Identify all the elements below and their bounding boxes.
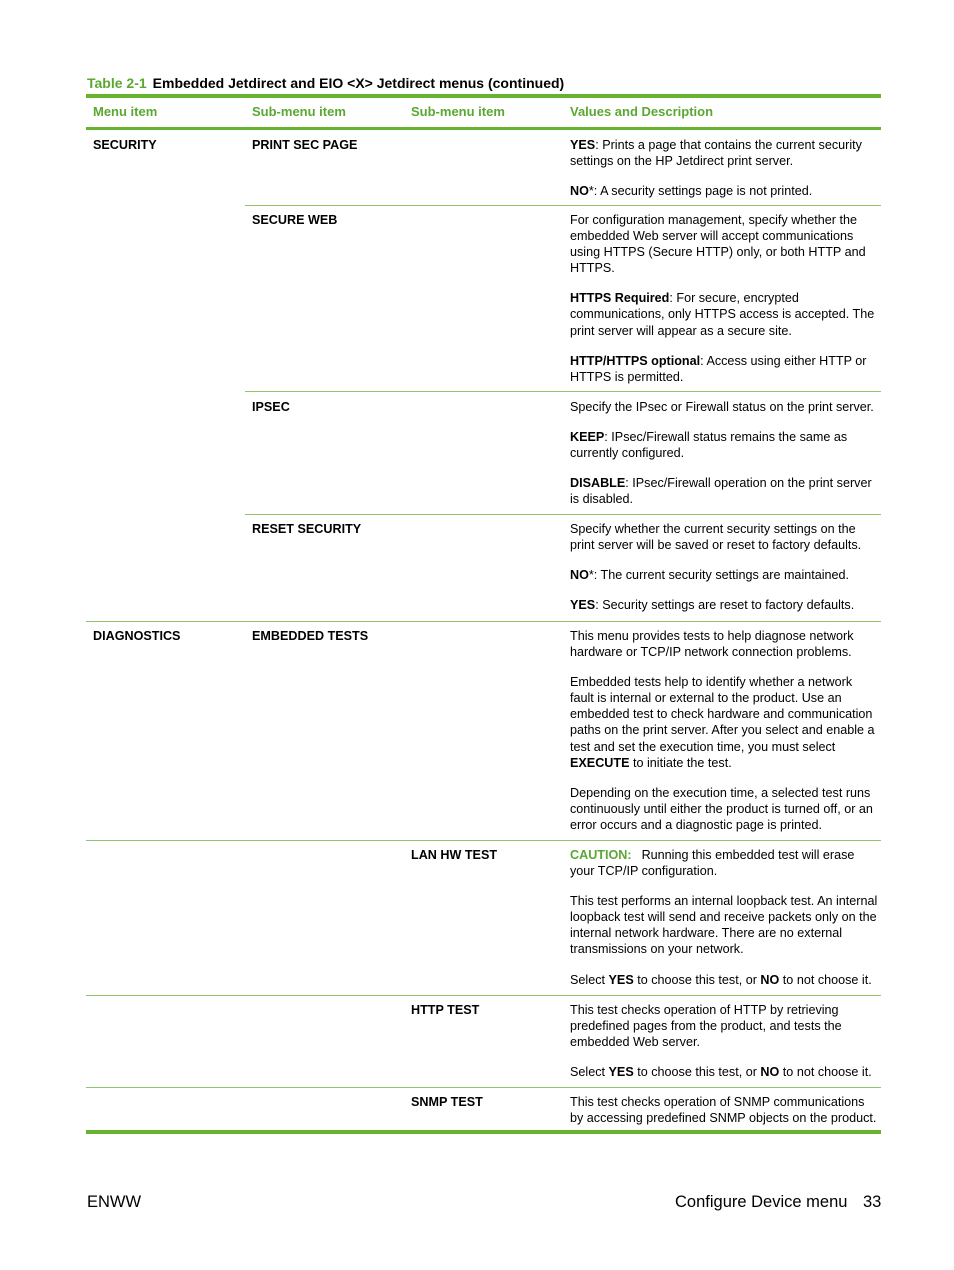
footer-section-title: Configure Device menu bbox=[675, 1193, 848, 1211]
footer-page-number: 33 bbox=[863, 1193, 882, 1211]
sub-menu-snmp-test: SNMP TEST bbox=[411, 1095, 483, 1109]
sub-menu-embedded-tests: EMBEDDED TESTS bbox=[252, 629, 369, 643]
desc-http-test: This test checks operation of HTTP by retrieving predefined pages from the product, and tests the embedded Web server. Select YES to choose this test, or NO to not choose it. bbox=[570, 1003, 872, 1080]
desc-embedded-tests: This menu provides tests to help diagnose network hardware or TCP/IP network connection problems. Embedded tests help to identify whether a network fault is internal or external to the product. Use an embedded test to check hardware and communication paths on the print server. After you select and enable a test and set the execution time, you must select EXECUTE to initiate the test. Depending on the execution time, a selected test runs continuously until either the product is turned off, or an error occurs and a diagnostic page is printed. bbox=[570, 629, 875, 832]
menu-item-security: SECURITY bbox=[93, 138, 157, 152]
desc-print-sec-page: YES: Prints a page that contains the current security settings on the HP Jetdirect print server. NO*: A security settings page is not printed. bbox=[570, 138, 862, 199]
desc-reset-security: Specify whether the current security settings on the print server will be saved or reset to factory defaults. NO*: The current security settings are maintained. YES: Security settings are reset to factory defaults. bbox=[570, 522, 862, 613]
row-divider bbox=[245, 205, 881, 206]
header-values-description: Values and Description bbox=[570, 104, 714, 119]
row-divider bbox=[86, 1087, 881, 1088]
row-divider bbox=[245, 514, 881, 515]
section-divider bbox=[86, 621, 881, 622]
desc-ipsec: Specify the IPsec or Firewall status on the print server. KEEP: IPsec/Firewall status remains the same as currently configured. DISABLE: IPsec/Firewall operation on the print server is disabled. bbox=[570, 400, 874, 507]
header-sub-menu-item-1: Sub-menu item bbox=[252, 104, 346, 119]
sub-menu-print-sec-page: PRINT SEC PAGE bbox=[252, 138, 358, 152]
table-top-rule bbox=[86, 94, 881, 98]
sub-menu-reset-security: RESET SECURITY bbox=[252, 522, 362, 536]
footer-left-label: ENWW bbox=[87, 1193, 142, 1211]
table-number: Table 2-1 bbox=[87, 75, 147, 91]
header-sub-menu-item-2: Sub-menu item bbox=[411, 104, 505, 119]
sub-menu-lan-hw-test: LAN HW TEST bbox=[411, 848, 498, 862]
desc-snmp-test: This test checks operation of SNMP communications by accessing predefined SNMP objects on the product. bbox=[570, 1095, 877, 1126]
table-title: Embedded Jetdirect and EIO <X> Jetdirect menus (continued) bbox=[152, 75, 565, 91]
menu-item-diagnostics: DIAGNOSTICS bbox=[93, 629, 181, 643]
desc-lan-hw-test: CAUTION: Running this embedded test will erase your TCP/IP configuration. This test performs an internal loopback test. An internal loopback test will send and receive packets only on the internal network hardware. There are no external transmissions on your network. Select YES to choose this test, or NO to not choose it. bbox=[570, 848, 878, 987]
table-caption bbox=[87, 74, 881, 92]
header-bottom-rule bbox=[86, 127, 881, 130]
row-divider bbox=[86, 840, 881, 841]
table-bottom-rule bbox=[86, 1130, 881, 1134]
sub-menu-secure-web: SECURE WEB bbox=[252, 213, 338, 227]
sub-menu-http-test: HTTP TEST bbox=[411, 1003, 480, 1017]
row-divider bbox=[245, 391, 881, 392]
header-menu-item: Menu item bbox=[93, 104, 158, 119]
desc-secure-web: For configuration management, specify whether the embedded Web server will accept communications using HTTPS (Secure HTTP) only, or both HTTP and HTTPS. HTTPS Required: For secure, encrypted communications, only HTTPS access is accepted. The print server will appear as a secure site. HTTP/HTTPS optional: Access using either HTTP or HTTPS is permitted. bbox=[570, 213, 875, 384]
sub-menu-ipsec: IPSEC bbox=[252, 400, 290, 414]
row-divider bbox=[86, 995, 881, 996]
caution-label: CAUTION: bbox=[570, 848, 632, 862]
